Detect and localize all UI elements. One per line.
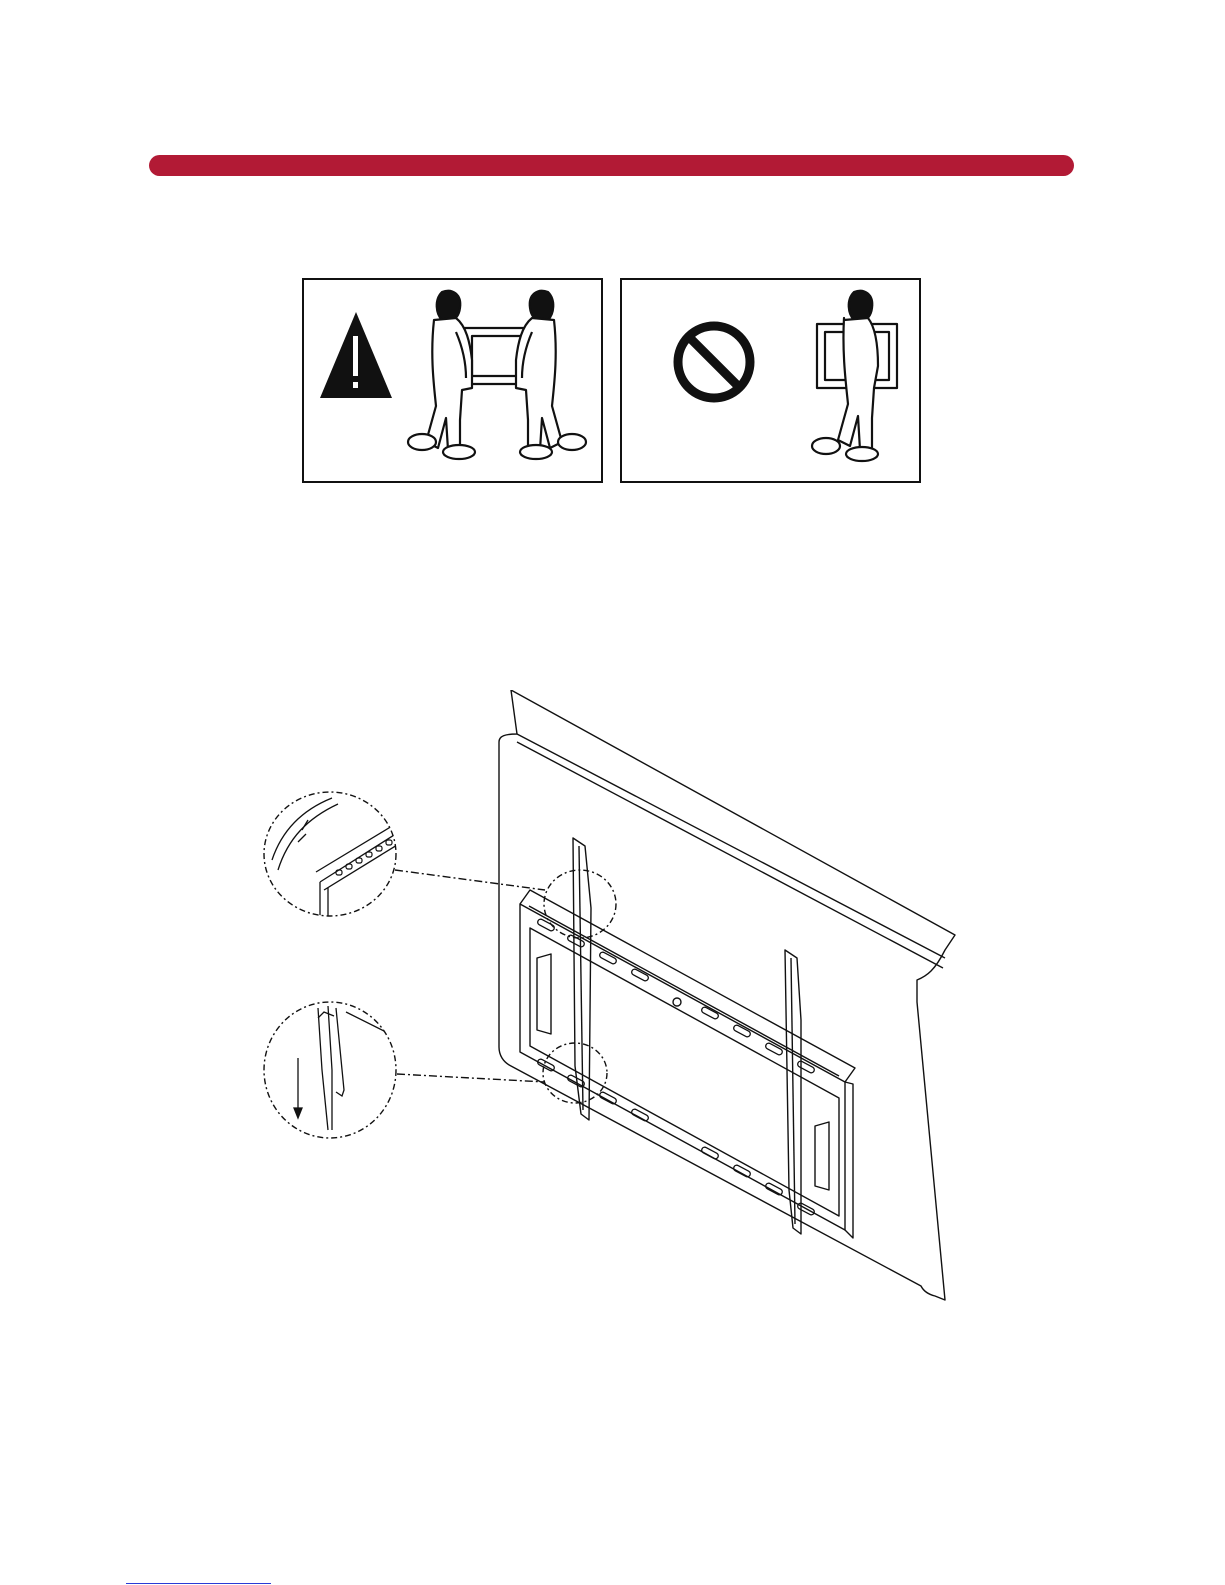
two-people-carrying-tv-icon xyxy=(408,291,586,459)
warning-triangle-icon xyxy=(320,312,392,398)
tv-back-panel xyxy=(499,690,955,1300)
header-bar xyxy=(149,155,1074,176)
footer-link[interactable] xyxy=(126,1573,271,1584)
bracket-hook-detail-icon xyxy=(262,790,402,920)
incorrect-carry-panel xyxy=(620,278,921,483)
locking-slide-detail-icon xyxy=(262,1000,402,1140)
correct-carry-panel xyxy=(302,278,603,483)
one-person-carrying-tv-icon xyxy=(812,291,897,461)
prohibited-icon xyxy=(678,326,750,398)
